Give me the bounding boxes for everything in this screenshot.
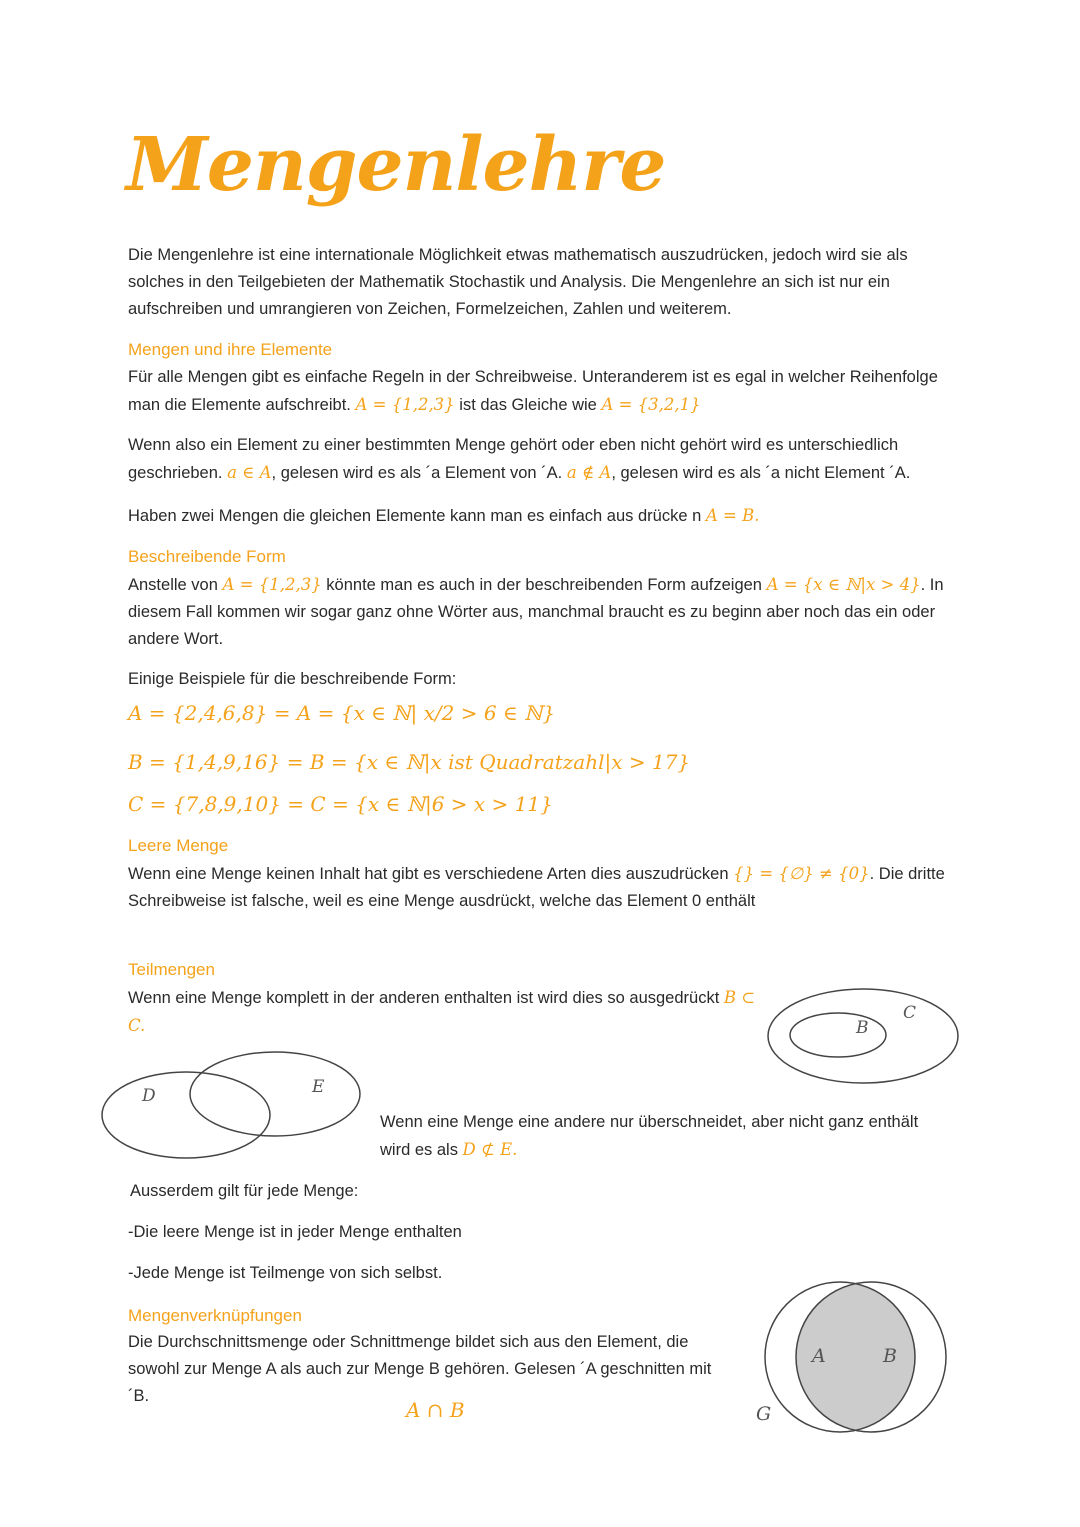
s1-p2-text-2: , gelesen wird es als ´a nicht Element ´A. xyxy=(611,464,911,482)
universe-g-label: G xyxy=(756,1403,772,1425)
set-e-label: E xyxy=(312,1077,325,1097)
heading-mengen-elemente: Mengen und ihre Elemente xyxy=(128,340,333,359)
set-d-label: D xyxy=(142,1086,156,1106)
example-2-equals: = xyxy=(286,750,304,774)
s4-p1-math: B ⊂ C xyxy=(128,988,756,1035)
example-3-left: C = {7,8,9,10} xyxy=(128,792,281,816)
s2-p1-math-1: A = {1,2,3} xyxy=(222,575,322,594)
heading-beschreibende-form: Beschreibende Form xyxy=(128,547,286,566)
intersection-formula: A ∩ B xyxy=(406,1398,465,1422)
s1-p3-end: . xyxy=(754,506,760,525)
intersect-venn-diagram xyxy=(100,1048,370,1166)
s1-paragraph-2 xyxy=(128,432,948,487)
s1-p1-math-1: A = {1,2,3} xyxy=(355,395,455,414)
s4-p1-end: . xyxy=(140,1016,146,1035)
s3-p-b: . Die dritte Schreibweise ist falsche, weil es eine Menge ausdrückt, welche das Element 0 enthält xyxy=(128,865,945,910)
s4-p2-a: Wenn eine Menge eine andere nur überschneidet, aber nicht ganz enthält wird es als xyxy=(380,1113,919,1159)
s4-p2-end: . xyxy=(512,1140,518,1159)
s3-p-a: Wenn eine Menge keinen Inhalt hat gibt es verschiedene Arten dies auszudrücken xyxy=(128,865,729,883)
s2-paragraph-1 xyxy=(128,571,948,653)
set-c-label: C xyxy=(903,1003,917,1023)
s1-p1-text: Für alle Mengen gibt es einfache Regeln in der Schreibweise. Unteranderem ist es egal in welcher Reihenfolge man die Elemente aufschreibt. xyxy=(128,368,938,414)
subset-venn-diagram xyxy=(760,985,970,1095)
example-1-left: A = {2,4,6,8} xyxy=(128,701,268,725)
s4-p2-math: D ⊄ E xyxy=(462,1140,513,1159)
s2-p1-c: . In diesem Fall kommen wir sogar ganz ohne Wörter aus, manchmal braucht es zu beginn aber noch das ein oder andere Wort. xyxy=(128,576,944,648)
set-e-ellipse xyxy=(190,1052,360,1136)
s2-p1-a: Anstelle von xyxy=(128,576,218,594)
s1-p3-math: A = B xyxy=(705,506,755,525)
s4-rule-2: -Jede Menge ist Teilmenge von sich selbst. xyxy=(128,1264,443,1282)
s1-p1-math-2: A = {3,2,1} xyxy=(601,395,701,414)
example-2-left: B = {1,4,9,16} xyxy=(128,750,281,774)
heading-mengenverknuepfungen: Mengenverknüpfungen xyxy=(128,1306,302,1325)
s1-paragraph-1 xyxy=(128,364,948,419)
s3-paragraph xyxy=(128,860,948,915)
set-a-label: A xyxy=(812,1345,826,1367)
set-b-ellipse xyxy=(790,1013,886,1057)
example-3 xyxy=(128,789,553,819)
s4-paragraph-2 xyxy=(380,1109,950,1164)
s1-p2-math-2: a ∉ A xyxy=(566,463,612,482)
intro-paragraph: Die Mengenlehre ist eine internationale Möglichkeit etwas mathematisch auszudrücken, jedoch wird sie als solches in den Teilgebieten der Mathematik Stochastik und Analysis. Die Mengenlehre an sich ist nur ein aufschreiben und umrangieren von Zeichen, Formelzeichen, Zahlen und weiterem. xyxy=(128,246,908,318)
s4-rule-1: -Die leere Menge ist in jeder Menge enthalten xyxy=(128,1223,462,1241)
s4-rules-intro: Ausserdem gilt für jede Menge: xyxy=(130,1182,359,1200)
s1-p1-mid: ist das Gleiche wie xyxy=(459,396,597,414)
s5-paragraph: Die Durchschnittsmenge oder Schnittmenge bildet sich aus den Element, die sowohl zur Menge A als auch zur Menge B gehören. Gelesen ´A geschnitten mit ´B. xyxy=(128,1333,712,1405)
s2-examples-intro: Einige Beispiele für die beschreibende Form: xyxy=(128,670,457,688)
s1-paragraph-3 xyxy=(128,502,948,530)
set-b-label: B xyxy=(856,1018,869,1038)
example-1-right: A = {x ∈ ℕ| x/2 > 6 ∈ ℕ} xyxy=(296,701,556,725)
page-title: Mengenlehre xyxy=(126,122,666,208)
example-3-right: C = {x ∈ ℕ|6 > x > 11} xyxy=(310,792,553,816)
set-d-ellipse xyxy=(102,1072,270,1158)
s3-p-math: {} = {∅} ≠ {0} xyxy=(733,864,870,883)
s4-p1-a: Wenn eine Menge komplett in der anderen enthalten ist wird dies so ausgedrückt xyxy=(128,989,720,1007)
example-2 xyxy=(128,747,690,777)
s1-p2-text: Wenn also ein Element zu einer bestimmten Menge gehört oder eben nicht gehört wird es unterschiedlich geschrieben. xyxy=(128,436,899,482)
example-3-equals: = xyxy=(287,792,305,816)
heading-teilmengen: Teilmengen xyxy=(128,960,215,979)
intersection-venn-diagram xyxy=(750,1298,960,1428)
s1-p3-text: Haben zwei Mengen die gleichen Elemente kann man es einfach aus drücke n xyxy=(128,507,702,525)
example-1-equals: = xyxy=(273,701,291,725)
example-1 xyxy=(128,698,555,728)
s1-p2-text-1: , gelesen wird es als ´a Element von ´A. xyxy=(271,464,563,482)
s2-p1-b: könnte man es auch in der beschreibenden Form aufzeigen xyxy=(326,576,762,594)
s4-paragraph-1 xyxy=(128,984,768,1040)
set-b-label: B xyxy=(883,1345,897,1367)
example-2-right: B = {x ∈ ℕ|x ist Quadratzahl|x > 17} xyxy=(309,750,691,774)
heading-leere-menge: Leere Menge xyxy=(128,836,229,855)
s2-p1-math-2: A = {x ∈ ℕ|x > 4} xyxy=(766,575,921,594)
s1-p2-math-1: a ∈ A xyxy=(227,463,272,482)
